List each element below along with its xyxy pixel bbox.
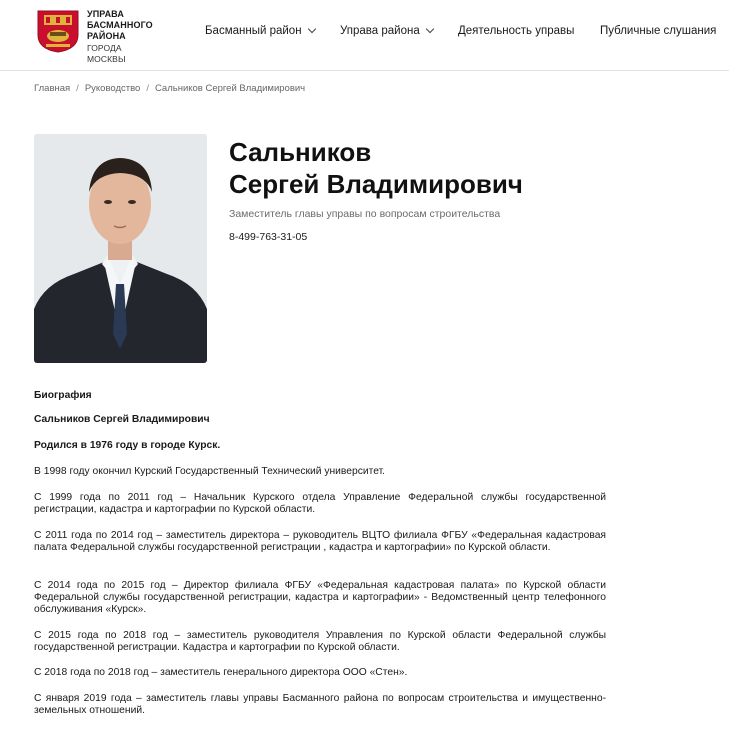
biography-paragraph: С 2018 года по 2018 год – заместитель генерального директора ООО «Стен». — [34, 667, 408, 678]
breadcrumb-leadership-link[interactable]: Руководство — [84, 83, 141, 94]
site-header — [0, 0, 729, 71]
nav-item-label: Деятельность управы — [458, 25, 575, 37]
chevron-down-icon — [307, 25, 315, 33]
nav-item-label: Публичные слушания — [600, 25, 717, 37]
logo-line-3: РАЙОНА — [87, 31, 126, 41]
biography-heading: Биография — [34, 390, 92, 401]
district-crest-icon — [36, 9, 80, 53]
logo-line-4: ГОРОДА МОСКВЫ — [87, 43, 126, 64]
person-name — [229, 136, 523, 200]
nav-council-activity[interactable] — [458, 25, 574, 37]
person-photo — [34, 134, 207, 363]
person-given-names: Сергей Владимирович — [229, 169, 523, 199]
biography-paragraph: С января 2019 года – заместитель главы управы Басманного района по вопросам строительства и имущественно-земельных отношений. — [34, 693, 606, 716]
nav-basmanny-district[interactable] — [205, 25, 315, 37]
person-surname: Сальников — [229, 137, 372, 167]
person-phone[interactable]: 8-499-763-31-05 — [229, 231, 308, 243]
logo-line-2: БАСМАННОГО — [87, 20, 153, 30]
chevron-down-icon — [426, 25, 434, 33]
nav-district-council[interactable] — [340, 25, 433, 37]
biography-born: Родился в 1976 году в городе Курск. — [34, 440, 221, 451]
biography-paragraph: С 2014 года по 2015 год – Директор филиала ФГБУ «Федеральная кадастровая палата» по Курской области Федеральной службы государственной регистрации, кадастра и картографии» - Ведомственный центр телефонного обслуживания «Курск». — [34, 580, 606, 615]
biography-name: Сальников Сергей Владимирович — [34, 414, 210, 425]
biography-paragraph: С 2015 года по 2018 год – заместитель руководителя Управления по Курской области Федеральной службы государственной регистрации. Кадастра и картографии по Курской области. — [34, 630, 606, 653]
nav-public-hearings[interactable] — [600, 25, 716, 37]
breadcrumb — [34, 83, 305, 94]
biography-paragraph: С 2011 года по 2014 год – заместитель директора – руководитель ВЦТО филиала ФГБУ «Федеральная кадастровая палата Федеральной службы государственной регистрации , кадастра и картографии» по Курской области. — [34, 530, 606, 553]
biography-paragraph: С 1999 года по 2011 год – Начальник Курского отдела Управление Федеральной службы государственной регистрации, кадастра и картографии по Курской области. — [34, 492, 606, 515]
logo-text — [87, 9, 161, 65]
breadcrumb-current: Сальников Сергей Владимирович — [154, 83, 306, 94]
person-role: Заместитель главы управы по вопросам строительства — [229, 208, 501, 220]
breadcrumb-separator: / — [146, 83, 149, 94]
nav-item-label: Басманный район — [205, 25, 302, 37]
biography-paragraph: В 1998 году окончил Курский Государственный Технический университет. — [34, 466, 386, 477]
breadcrumb-separator: / — [76, 83, 79, 94]
logo-line-1: УПРАВА — [87, 9, 124, 19]
breadcrumb-home-link[interactable]: Главная — [34, 83, 71, 94]
nav-item-label: Управа района — [340, 25, 420, 37]
site-logo[interactable] — [36, 9, 161, 64]
